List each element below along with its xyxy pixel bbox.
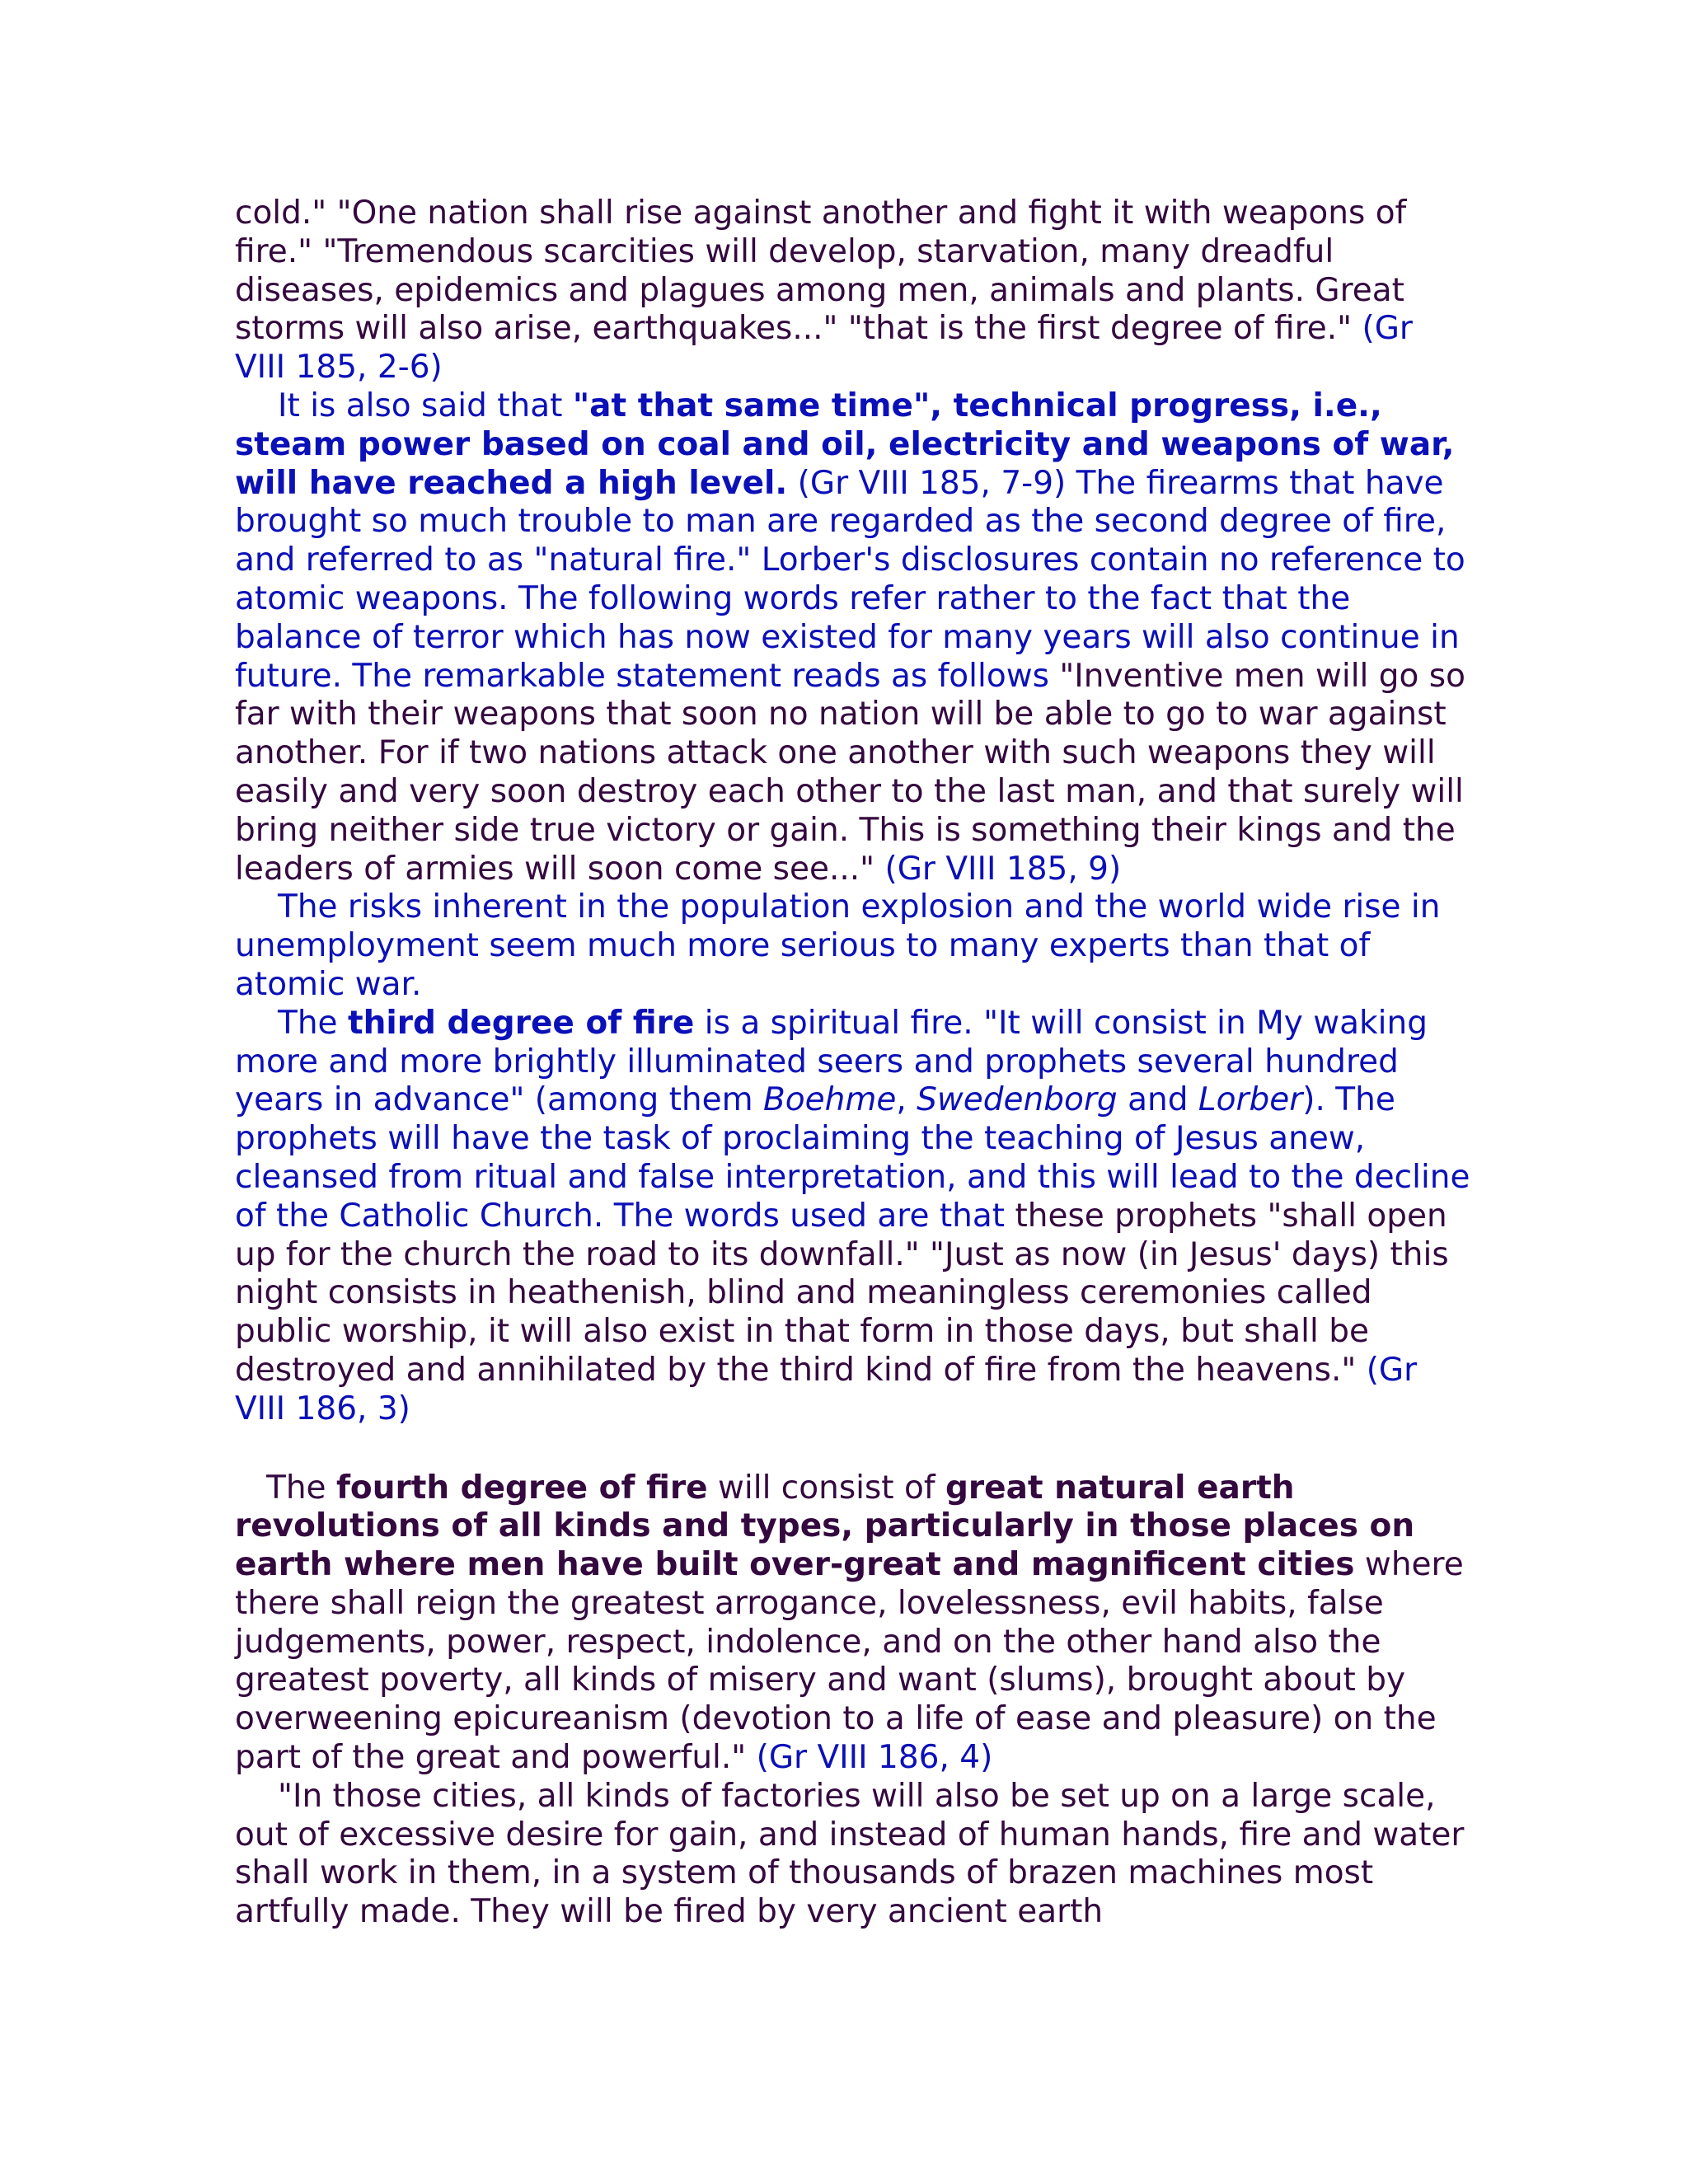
text-run: The risks inherent in the population explosion and the world wide rise in unemployment seem much more serious to many experts than that of atomic war. — [235, 888, 1441, 1003]
text-run: these prophets "shall open up for the church the road to its downfall." "Just as now (in Jesus' days) this night consists in heathenish, blind and meaningless ceremonies called public worship, it will also exist in that form in those days, but shall be destroyed and annihilated by the third kind of fire from the heavens." — [235, 1197, 1449, 1389]
citation: (Gr VIII 185, 9) — [884, 850, 1122, 888]
text-run: It is also said that — [278, 387, 573, 424]
bold-text: "at that same time", technical progress, i.e., steam power based on coal and oil, electricity and weapons of war, will have reached a high level. — [235, 387, 1455, 502]
bold-text: great natural earth revolutions of all kinds and types, particularly in those places on earth where men have built over-great and magnificent cities — [235, 1469, 1415, 1584]
citation: (Gr VIII 186, 3) — [235, 1351, 1418, 1427]
text-run: cold." "One nation shall rise against another and fight it with weapons of fire." "Tremendous scarcities will develop, starvation, many dreadful diseases, epidemics and plagues among men, animals and plants. Great storms will also arise, earthquakes..." "that is the first degree of fire." — [235, 194, 1407, 348]
bold-text: fourth degree of fire — [335, 1469, 708, 1507]
paragraph-third-degree — [235, 1005, 1471, 1429]
italic-name: Lorber — [1198, 1081, 1303, 1119]
paragraph-fourth-degree — [235, 1469, 1471, 1778]
text-run: (Gr VIII 185, 7-9) The firearms that have brought so much trouble to man are regarded as the second degree of fire, and referred to as "natural fire." Lorber's disclosures contain no reference to atomic weapons. The following words refer rather to the fact that the balance of terror which has now existed for many years will also continue in future. The remarkable statement reads as follows — [235, 464, 1465, 695]
text-run: The — [266, 1469, 336, 1507]
italic-name: Swedenborg — [917, 1081, 1118, 1119]
text-run: "In those cities, all kinds of factories will also be set up on a large scale, out of excessive desire for gain, and instead of human hands, fire and water shall work in them, in a system of thousands of brazen machines most artfully made. They will be fired by very ancient earth — [235, 1777, 1465, 1931]
text-run: is a spiritual fire. "It will consist in My waking more and more brightly illuminated seers and prophets several hundred years in advance" (among them — [235, 1004, 1428, 1119]
paragraph-factories — [235, 1778, 1471, 1932]
citation: (Gr VIII 185, 2-6) — [235, 310, 1413, 387]
text-run: where there shall reign the greatest arrogance, lovelessness, evil habits, false judgements, power, respect, indolence, and on the other hand also the greatest poverty, all kinds of misery and want (slums), brought about by overweening epicureanism (devotion to a life of ease and pleasure) on the part of the great and powerful." — [235, 1546, 1464, 1777]
paragraph-population — [235, 888, 1471, 1004]
citation: (Gr VIII 186, 4) — [756, 1739, 993, 1777]
paragraph-gap — [235, 1429, 1471, 1469]
italic-name: Boehme — [763, 1081, 897, 1119]
text-run: , — [896, 1081, 917, 1119]
text-run: and — [1117, 1081, 1198, 1119]
text-run: The — [278, 1004, 348, 1042]
paragraph-first-degree — [235, 194, 1471, 387]
body-text — [235, 194, 1471, 1932]
paragraph-technical-progress — [235, 387, 1471, 888]
text-run: will consist of — [707, 1469, 945, 1507]
text-run: "Inventive men will go so far with their weapons that soon no nation will be able to go to war against another. For if two nations attack one another with such weapons they will easily and very soon destroy each other to the last man, and that surely will bring neither side true victory or gain. This is something their kings and the leaders of armies will soon come see..." — [235, 657, 1465, 888]
bold-text: third degree of fire — [347, 1004, 695, 1042]
text-run: ). The prophets will have the task of proclaiming the teaching of Jesus anew, cleansed from ritual and false interpretation, and this will lead to the decline of the Catholic Church. The words used are that — [235, 1081, 1470, 1235]
